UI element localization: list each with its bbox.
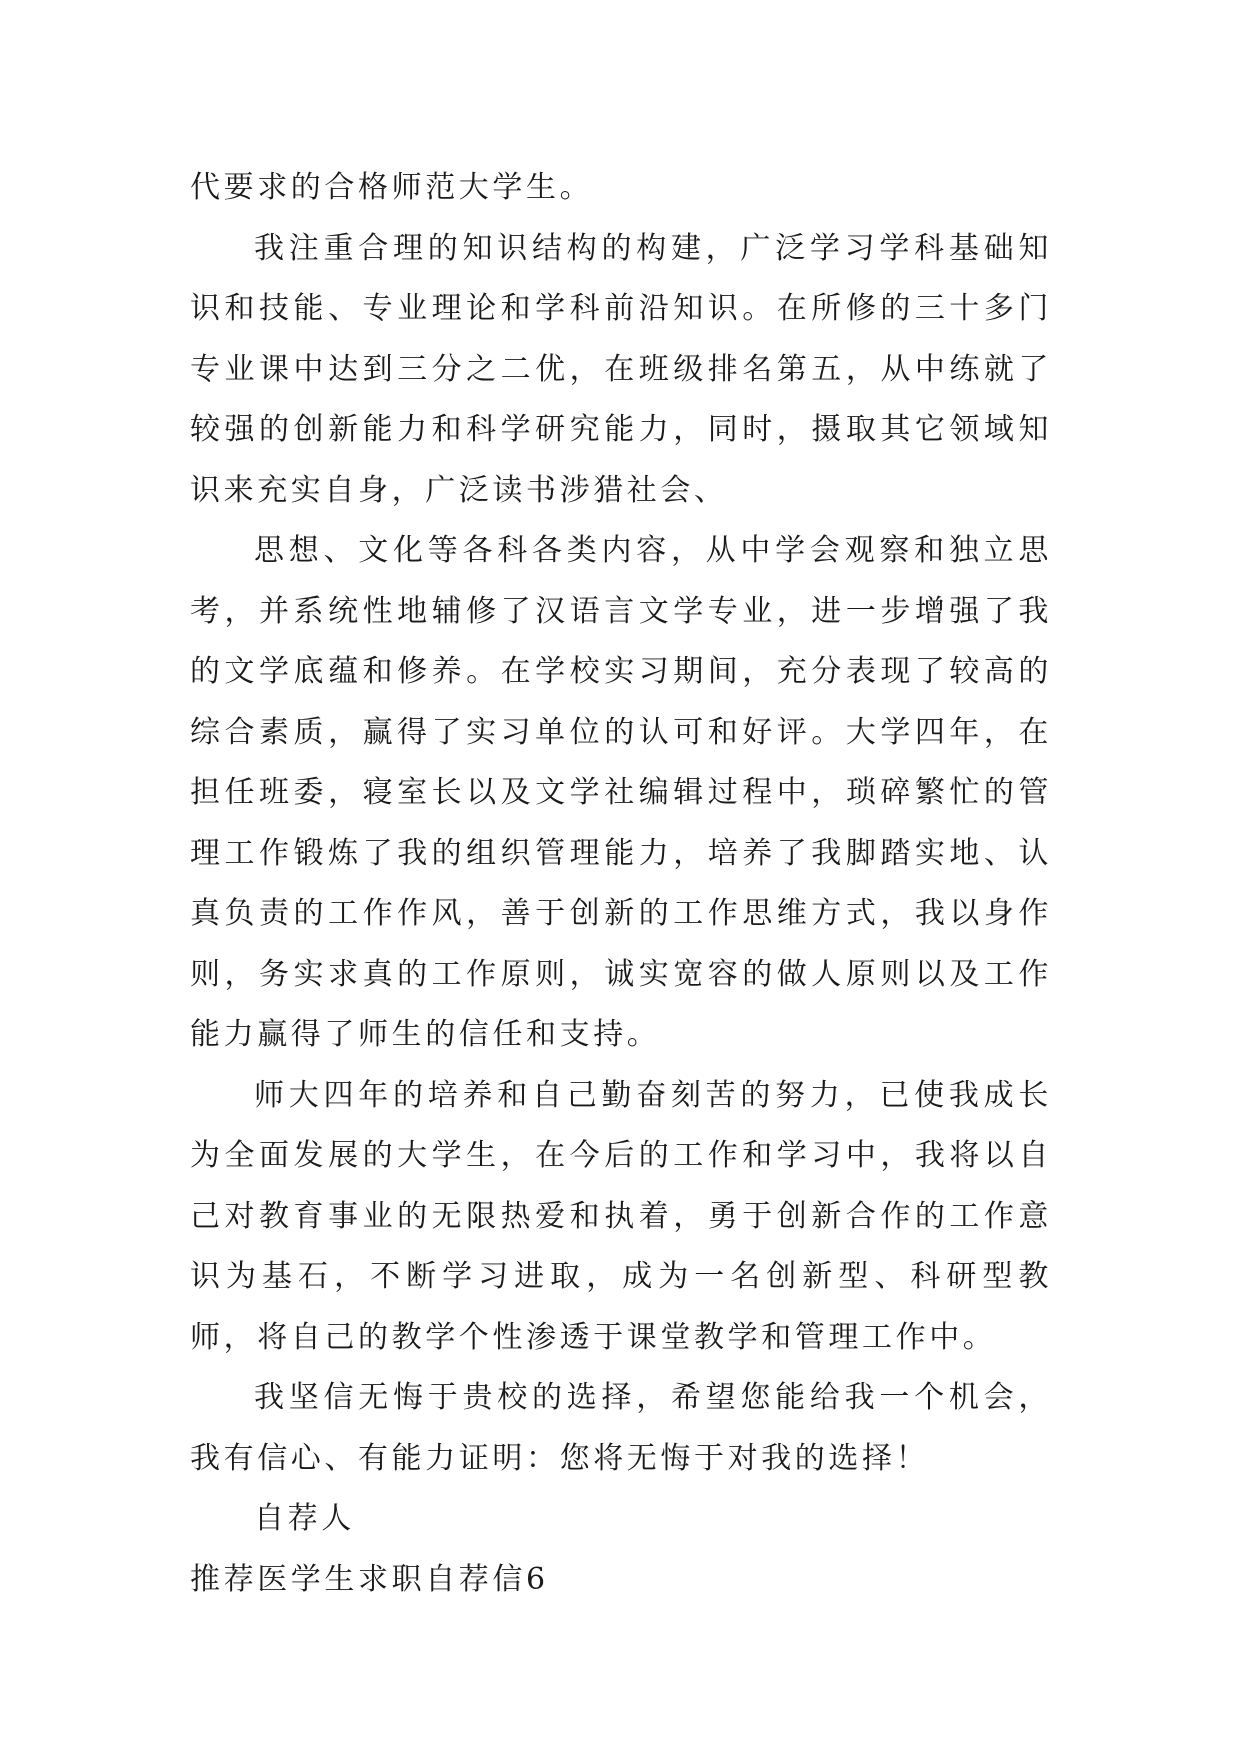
section-heading: 推荐医学生求职自荐信6	[190, 1561, 549, 1597]
paragraph-1: 代要求的合格师范大学生。	[190, 170, 594, 205]
document-body	[190, 158, 1052, 1610]
paragraph-2: 我注重合理的知识结构的构建，广泛学习学科基础知识和技能、专业理论和学科前沿知识。在所修的三十多门专业课中达到三分之二优，在班级排名第五，从中练就了较强的创新能力和科学研究能力，同时，摄取其它领域知识来充实自身，广泛读书涉猎社会、	[190, 230, 1052, 508]
paragraph-5: 我坚信无悔于贵校的选择，希望您能给我一个机会，我有信心、有能力证明：您将无悔于对我的选择！	[190, 1380, 1052, 1476]
signature-label: 自荐人	[254, 1501, 355, 1536]
paragraph-4: 师大四年的培养和自己勤奋刻苦的努力，已使我成长为全面发展的大学生，在今后的工作和学习中，我将以自己对教育事业的无限热爱和执着，勇于创新合作的工作意识为基石，不断学习进取，成为一名创新型、科研型教师，将自己的教学个性渗透于课堂教学和管理工作中。	[190, 1077, 1052, 1355]
paragraph-3: 思想、文化等各科各类内容，从中学会观察和独立思考，并系统性地辅修了汉语言文学专业，进一步增强了我的文学底蕴和修养。在学校实习期间，充分表现了较高的综合素质，赢得了实习单位的认可和好评。大学四年，在担任班委，寝室长以及文学社编辑过程中，琐碎繁忙的管理工作锻炼了我的组织管理能力，培养了我脚踏实地、认真负责的工作作风，善于创新的工作思维方式，我以身作则，务实求真的工作原则，诚实宽容的做人原则以及工作能力赢得了师生的信任和支持。	[190, 533, 1052, 1052]
